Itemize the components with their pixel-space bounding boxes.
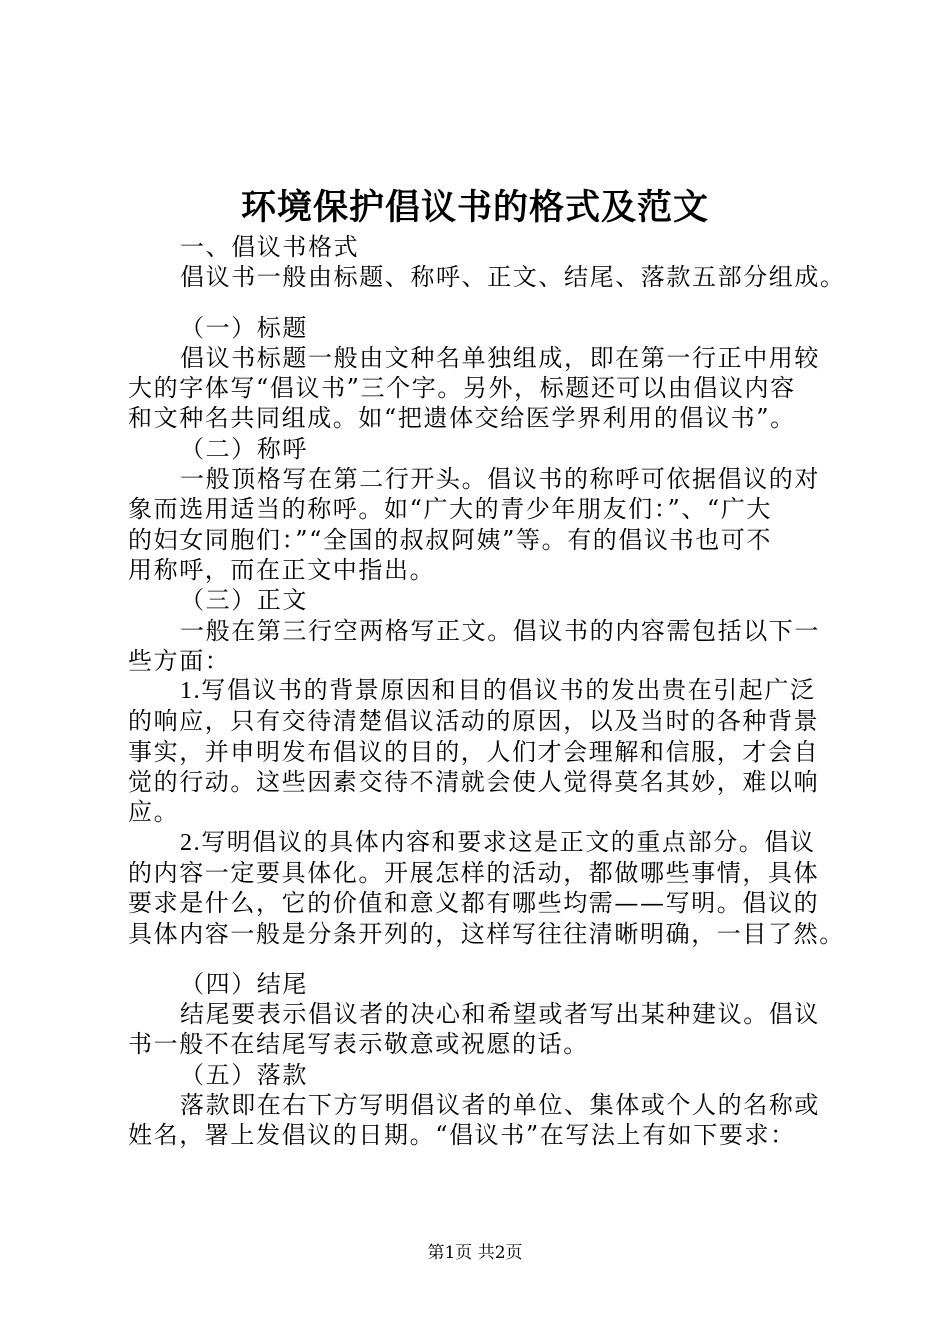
paragraph-line: 一般在第三行空两格写正文。倡议书的内容需包括以下一 [180,616,820,645]
page-number-footer: 第1页 共2页 [427,1243,523,1263]
paragraph-line: 的响应，只有交待清楚倡议活动的原因，以及当时的各种背景 [128,707,820,736]
paragraph-line: 和文种名共同组成。如“把遗体交给医学界利用的倡议书”。 [128,404,796,433]
paragraph-line: 大的字体写“倡议书”三个字。另外，标题还可以由倡议内容 [128,374,796,403]
list-item-line: 2.写明倡议的具体内容和要求这是正文的重点部分。倡议 [180,829,816,856]
paragraph-line: 倡议书一般由标题、称呼、正文、结尾、落款五部分组成。 [180,263,846,292]
document-body [128,232,850,1151]
paragraph-line: 事实，并申明发布倡议的目的，人们才会理解和信服，才会自 [128,737,820,766]
document-title: 环境保护倡议书的格式及范文 [240,187,709,228]
paragraph-line: 象而选用适当的称呼。如“广大的青少年朋友们：”、“广大 [128,495,773,524]
paragraph-line: 要求是什么，它的价值和意义都有哪些均需——写明。倡议的 [128,889,820,918]
subsection-heading: （二）称呼 [180,434,308,463]
paragraph-line: 落款即在右下方写明倡议者的单位、集体或个人的名称或 [180,1091,820,1120]
paragraph-line: 些方面： [128,646,231,675]
paragraph-line: 倡议书标题一般由文种名单独组成，即在第一行正中用较 [180,343,820,372]
paragraph-line: 姓名，署上发倡议的日期。“倡议书”在写法上有如下要求： [128,1121,796,1150]
paragraph-line: 的内容一定要具体化。开展怎样的活动，都做哪些事情，具体 [128,858,820,887]
subsection-heading: （一）标题 [180,313,308,342]
subsection-heading: （五）落款 [180,1060,308,1089]
subsection-heading: （四）结尾 [180,969,308,998]
paragraph-line: 一般顶格写在第二行开头。倡议书的称呼可依据倡议的对 [180,465,820,494]
paragraph-line: 用称呼，而在正文中指出。 [128,555,436,584]
paragraph-line: 书一般不在结尾写表示敬意或祝愿的话。 [128,1030,589,1059]
subsection-heading: （三）正文 [180,586,308,615]
paragraph-line: 结尾要表示倡议者的决心和希望或者写出某种建议。倡议 [180,1000,820,1029]
section-heading: 一、倡议书格式 [180,233,360,261]
list-item-line: 1.写倡议书的背景原因和目的倡议书的发出贵在引起广泛 [180,678,816,705]
paragraph-line: 应。 [128,798,180,827]
paragraph-line: 觉的行动。这些因素交待不清就会使人觉得莫名其妙，难以响 [128,768,820,797]
paragraph-line: 的妇女同胞们：”“全国的叔叔阿姨”等。有的倡议书也可不 [128,525,773,554]
paragraph-line: 具体内容一般是分条开列的，这样写往往清晰明确，一目了然。 [128,919,845,948]
